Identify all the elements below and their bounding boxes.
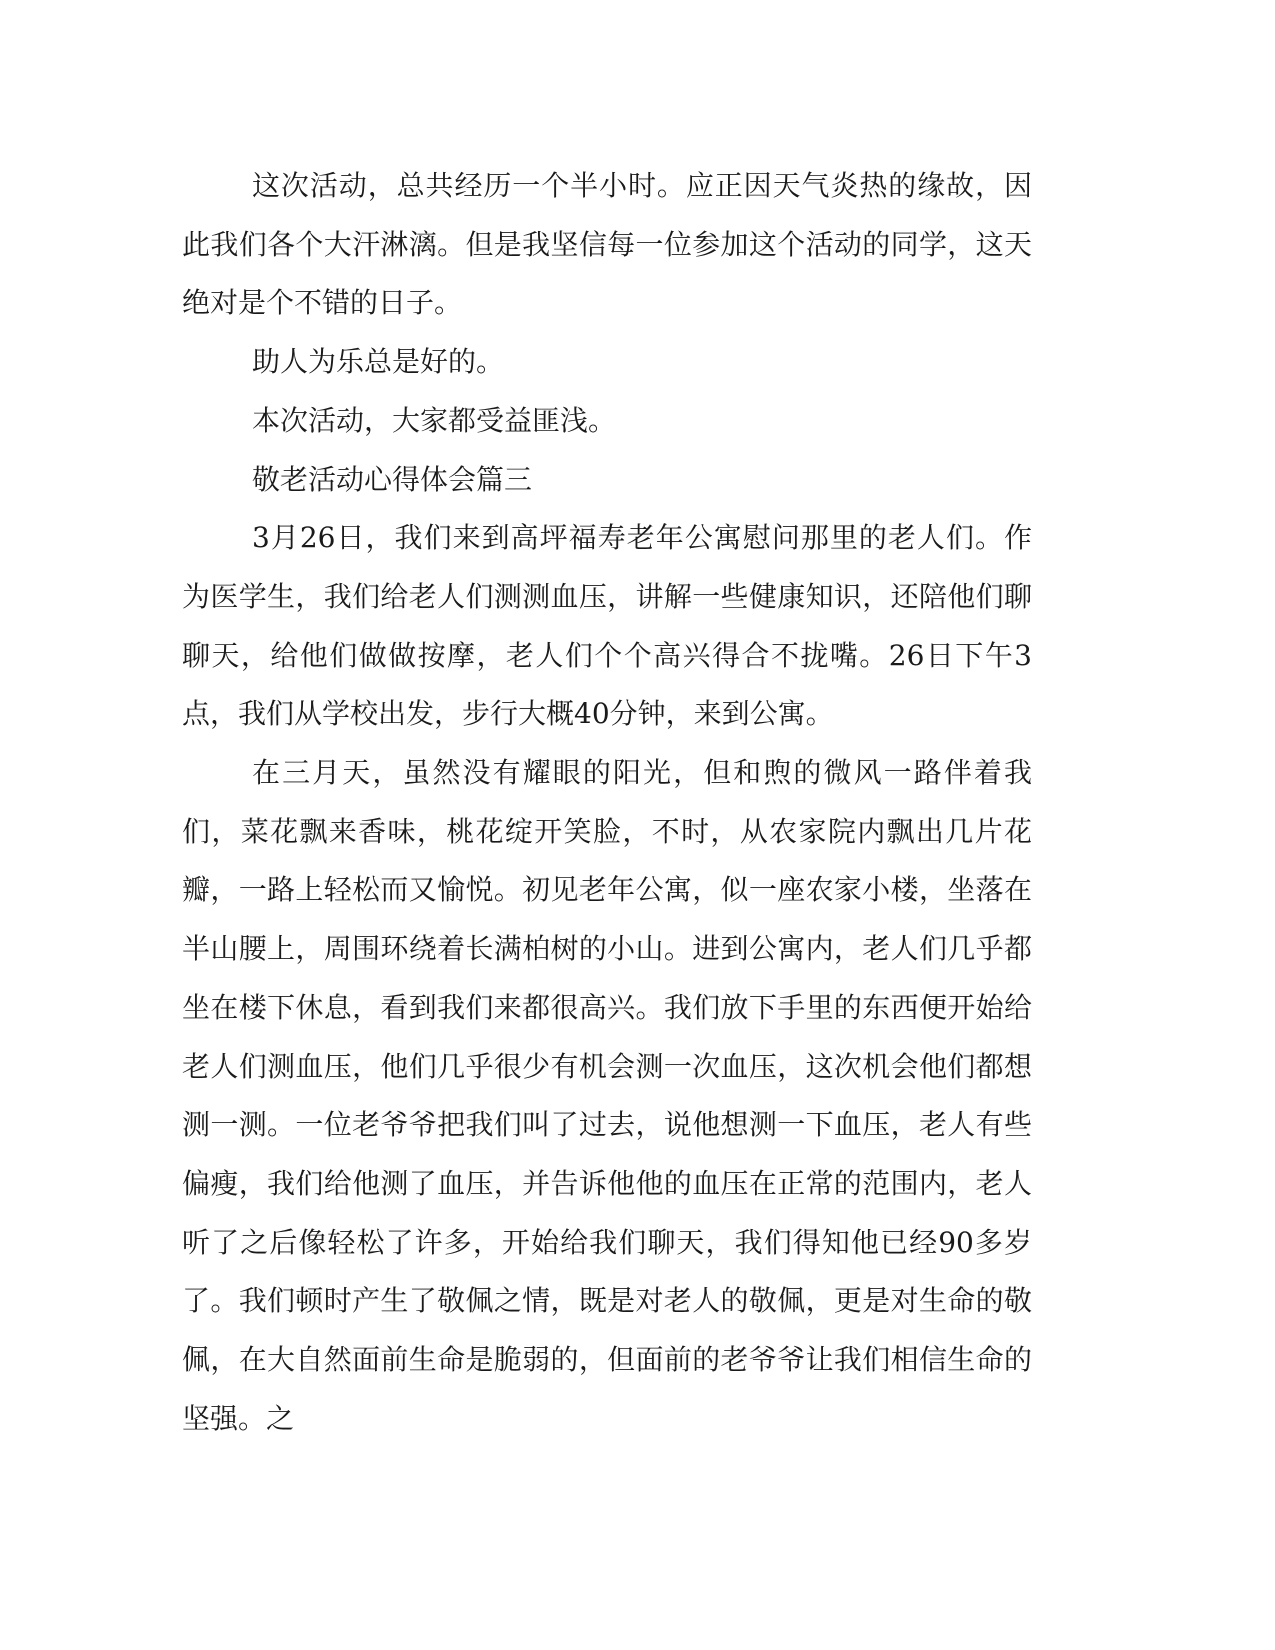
section-heading: 敬老活动心得体会篇三 xyxy=(252,462,533,496)
document-body xyxy=(182,157,1032,1448)
paragraph: 助人为乐总是好的。 xyxy=(252,345,505,379)
paragraph: 3月26日，我们来到高坪福寿老年公寓慰问那里的老人们。作为医学生，我们给老人们测测血压，讲解一些健康知识，还陪他们聊聊天，给他们做做按摩，老人们个个高兴得合不拢嘴。26日下午3点，我们从学校出发，步行大概40分钟，来到公寓。 xyxy=(182,521,1032,731)
paragraph: 这次活动，总共经历一个半小时。应正因天气炎热的缘故，因此我们各个大汗淋漓。但是我坚信每一位参加这个活动的同学，这天绝对是个不错的日子。 xyxy=(182,169,1032,320)
paragraph: 本次活动，大家都受益匪浅。 xyxy=(252,403,617,437)
paragraph: 在三月天，虽然没有耀眼的阳光，但和煦的微风一路伴着我们，菜花飘来香味，桃花绽开笑脸，不时，从农家院内飘出几片花瓣，一路上轻松而又愉悦。初见老年公寓，似一座农家小楼，坐落在半山腰上，周围环绕着长满柏树的小山。进到公寓内，老人们几乎都坐在楼下休息，看到我们来都很高兴。我们放下手里的东西便开始给老人们测血压，他们几乎很少有机会测一次血压，这次机会他们都想测一测。一位老爷爷把我们叫了过去，说他想测一下血压，老人有些偏瘦，我们给他测了血压，并告诉他他的血压在正常的范围内，老人听了之后像轻松了许多，开始给我们聊天，我们得知他已经90多岁了。我们顿时产生了敬佩之情，既是对老人的敬佩，更是对生命的敬佩，在大自然面前生命是脆弱的，但面前的老爷爷让我们相信生命的坚强。之 xyxy=(182,756,1032,1435)
